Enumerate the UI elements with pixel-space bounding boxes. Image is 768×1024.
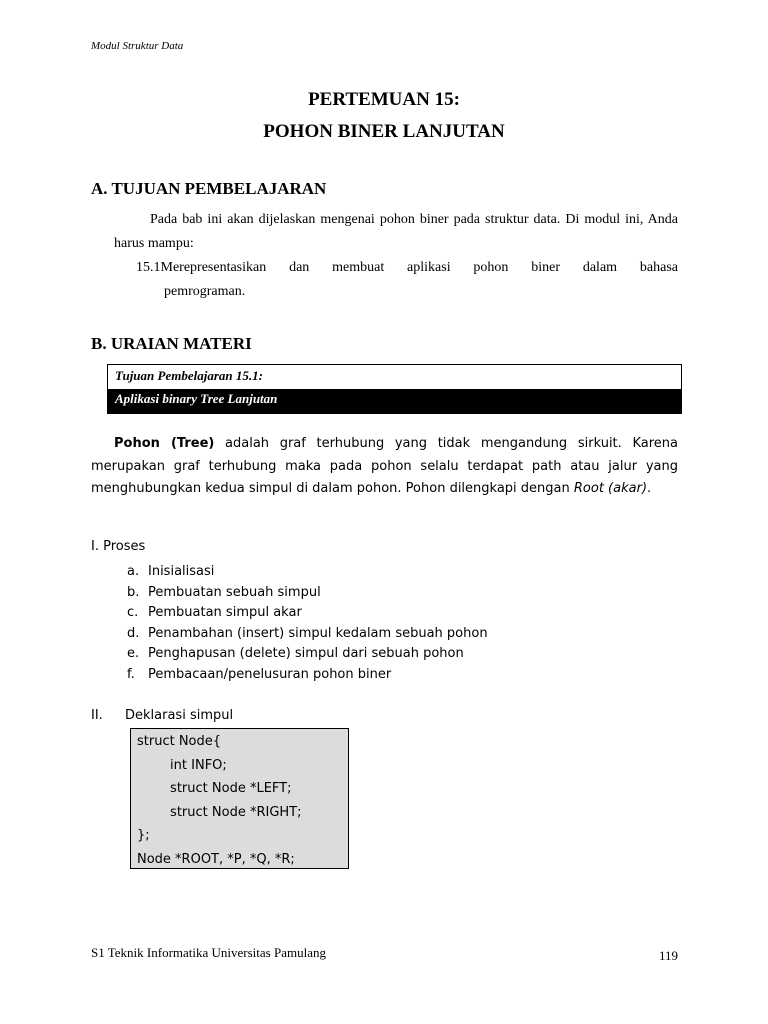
list-item-letter: f. <box>127 666 135 682</box>
list-item-letter: e. <box>127 646 140 661</box>
footer-text: S1 Teknik Informatika Universitas Pamulang <box>91 945 326 960</box>
list-item-letter: d. <box>127 625 140 641</box>
list-item <box>127 644 488 665</box>
page-title: PERTEMUAN 15: <box>308 89 460 110</box>
list-item-text: Pembuatan sebuah simpul <box>148 584 321 600</box>
paragraph-end: . <box>647 481 652 496</box>
list-item-letter: b. <box>127 584 140 600</box>
section-b-heading: B. URAIAN MATERI <box>91 334 252 353</box>
page-subtitle: POHON BINER LANJUTAN <box>263 121 505 142</box>
intro-paragraph: Pada bab ini akan dijelaskan mengenai pohon biner pada struktur data. Di modul ini, Anda harus mampu: <box>114 212 678 251</box>
paragraph-text: adalah graf terhubung yang tidak mengandung sirkuit. Karena merupakan graf terhubung maka pada pohon selalu terdapat path atau jalur yang menghubungkan kedua simpul di dalam pohon. Pohon dilengkapi dengan <box>91 436 678 496</box>
list-item-text: Pembacaan/penelusuran pohon biner <box>148 666 392 682</box>
objective-word: dalam <box>582 260 618 275</box>
page-number: 119 <box>658 948 678 963</box>
objective-box <box>107 364 682 414</box>
objective-word: aplikasi <box>407 260 451 275</box>
objective-word: membuat <box>332 260 385 275</box>
proses-heading: I. Proses <box>91 539 146 554</box>
objective-continuation: pemrograman. <box>164 284 246 299</box>
section-a-heading: A. TUJUAN PEMBELAJARAN <box>91 179 327 198</box>
list-item-letter: c. <box>127 605 139 620</box>
objective-box-subtitle: Aplikasi binary Tree Lanjutan <box>108 389 681 413</box>
objective-word: biner <box>531 260 561 275</box>
code-block: struct Node{ int INFO; struct Node *LEFT; struct Node *RIGHT; }; Node *ROOT, *P, *Q, *R; <box>130 728 349 869</box>
list-item <box>127 603 488 624</box>
learning-objective <box>136 256 678 304</box>
deklarasi-number: II. <box>91 708 103 723</box>
objective-word: bahasa <box>639 260 678 275</box>
objective-line <box>136 256 678 280</box>
list-item <box>127 562 488 583</box>
list-item <box>127 624 488 645</box>
running-head: Modul Struktur Data <box>91 40 184 52</box>
list-item-text: Inisialisasi <box>148 564 215 579</box>
objective-box-title: Tujuan Pembelajaran 15.1: <box>115 368 263 383</box>
objective-word: dan <box>289 260 310 275</box>
list-item-text: Penghapusan (delete) simpul dari sebuah pohon <box>148 646 464 661</box>
list-item-letter: a. <box>127 564 140 579</box>
term-root: Root (akar) <box>573 481 648 496</box>
proses-list <box>127 562 488 685</box>
list-item <box>127 583 488 604</box>
deklarasi-title: Deklarasi simpul <box>125 708 234 723</box>
list-item <box>127 665 488 686</box>
tree-definition-paragraph <box>91 433 678 501</box>
objective-word: pohon <box>473 260 509 275</box>
deklarasi-heading <box>91 708 233 723</box>
list-item-text: Penambahan (insert) simpul kedalam sebuah pohon <box>148 625 488 641</box>
objective-word: 15.1Merepresentasikan <box>136 260 267 275</box>
list-item-text: Pembuatan simpul akar <box>148 605 302 620</box>
term-tree: Pohon (Tree) <box>114 436 215 451</box>
